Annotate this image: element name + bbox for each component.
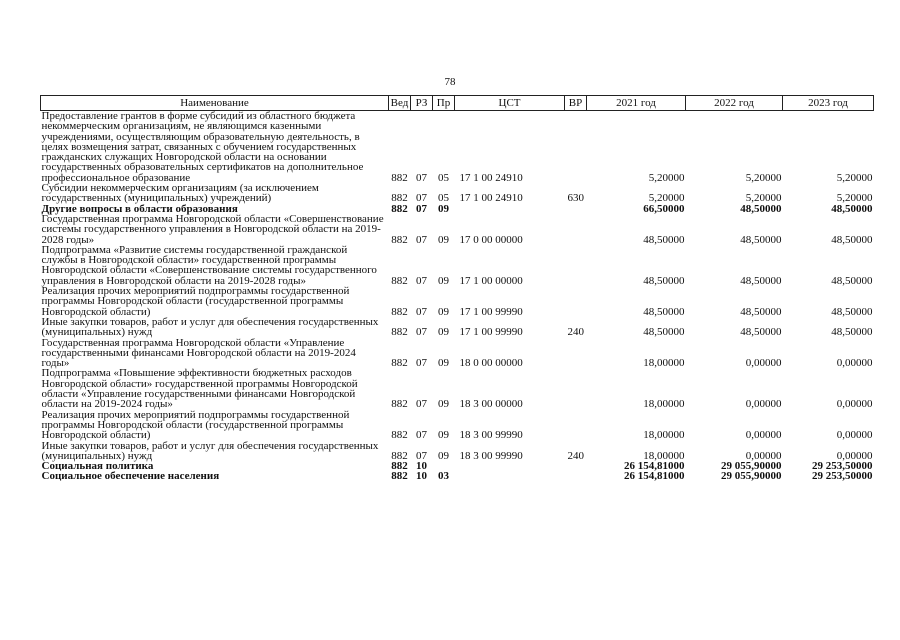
cell-2022: 0,00000 [745, 398, 782, 411]
cell-ved: 882 [391, 305, 408, 318]
cell-pr: 09 [438, 274, 449, 287]
cell-cst: 17 1 00 24910 [459, 171, 523, 184]
cell-2021: 18,00000 [643, 429, 685, 442]
cell-2023: 48,50000 [831, 326, 873, 339]
page-number: 78 [444, 76, 456, 88]
header-pr: Пр [433, 96, 455, 111]
cell-name: Социальная политика [41, 460, 154, 473]
cell-name: Иные закупки товаров, работ и услуг для обеспечения государственных (муниципальных) нужд [41, 439, 379, 462]
cell-cst: 18 0 00 00000 [459, 357, 523, 370]
cell-2023: 48,50000 [831, 233, 873, 246]
header-name: Наименование [41, 96, 389, 111]
cell-2021: 5,20000 [648, 192, 685, 205]
table-row [41, 111, 874, 184]
cell-rz: 07 [416, 192, 427, 205]
cell-2022: 0,00000 [745, 449, 782, 462]
cell-vr [565, 214, 587, 245]
cell-2021: 26 154,81000 [624, 470, 685, 483]
cell-2022: 29 055,90000 [721, 470, 782, 483]
cell-cst: 17 0 00 00000 [459, 233, 523, 246]
cell-2021: 26 154,81000 [624, 460, 685, 473]
cell-ved: 882 [391, 357, 408, 370]
cell-2021: 48,50000 [643, 274, 685, 287]
cell-cst: 18 3 00 00000 [459, 398, 523, 411]
cell-cst: 18 3 00 99990 [459, 429, 523, 442]
cell-pr: 09 [438, 326, 449, 339]
cell-name: Другие вопросы в области образования [41, 202, 238, 215]
cell-vr [565, 111, 587, 184]
cell-pr: 09 [438, 202, 449, 215]
table-row [41, 214, 874, 245]
cell-2023: 0,00000 [836, 357, 873, 370]
header-vr: ВР [565, 96, 587, 111]
cell-vr: 630 [567, 192, 584, 205]
cell-name: Государственная программа Новгородской области «Совершенствование системы государственного управления в Новгородской области на 2019-2028 годы» [41, 212, 384, 246]
cell-rz: 07 [416, 233, 427, 246]
cell-2022: 29 055,90000 [721, 460, 782, 473]
cell-cst [455, 204, 565, 214]
cell-rz: 10 [416, 460, 427, 473]
cell-pr: 05 [438, 192, 449, 205]
cell-2022: 48,50000 [740, 305, 782, 318]
budget-table [40, 95, 874, 482]
header-2023: 2023 год [783, 96, 874, 111]
cell-pr: 09 [438, 357, 449, 370]
table-row [41, 338, 874, 369]
cell-2021: 48,50000 [643, 326, 685, 339]
table-row [41, 286, 874, 317]
cell-name: Государственная программа Новгородской области «Управление государственными финансами Новгородской области на 2019-2024 годы» [41, 336, 356, 370]
cell-2023: 29 253,50000 [812, 460, 873, 473]
cell-name: Подпрограмма «Развитие системы государственной гражданской службы в Новгородской области» государственной программы Новгородской области «Совершенствование системы государственного управления в Новгородской области на 2019-2028 годы» [41, 243, 377, 287]
cell-cst [455, 461, 565, 471]
cell-pr: 09 [438, 233, 449, 246]
cell-rz: 07 [416, 357, 427, 370]
cell-2023: 0,00000 [836, 429, 873, 442]
cell-2022: 48,50000 [740, 202, 782, 215]
cell-2023: 0,00000 [836, 449, 873, 462]
header-ved: Вед [389, 96, 411, 111]
cell-vr [565, 368, 587, 409]
cell-name: Предоставление грантов в форме субсидий из областного бюджета некоммерческим организациям, не являющимся казенными учреждениями, осуществляющим образовательную деятельность, в целях возмещения затрат, связанных с обучением государственных гражданских служащих Новгородской области на основании государственных образовательных сертификатов на дополнительное профессиональное образование [41, 110, 364, 184]
cell-rz: 07 [416, 326, 427, 339]
table-row [41, 471, 874, 481]
cell-ved: 882 [391, 192, 408, 205]
cell-ved: 882 [391, 398, 408, 411]
cell-vr [565, 471, 587, 481]
cell-vr: 240 [567, 326, 584, 339]
cell-name: Реализация прочих мероприятий подпрограммы государственной программы Новгородской области (государственной программы Новгородской области) [41, 408, 350, 442]
cell-ved: 882 [391, 202, 408, 215]
table-row [41, 368, 874, 409]
cell-2023: 48,50000 [831, 202, 873, 215]
cell-2021: 5,20000 [648, 171, 685, 184]
cell-vr: 240 [567, 449, 584, 462]
cell-vr [565, 286, 587, 317]
cell-name: Социальное обеспечение населения [41, 470, 220, 483]
cell-cst: 17 1 00 00000 [459, 274, 523, 287]
cell-vr [565, 461, 587, 471]
cell-rz: 07 [416, 429, 427, 442]
cell-cst [455, 471, 565, 481]
cell-name: Иные закупки товаров, работ и услуг для обеспечения государственных (муниципальных) нужд [41, 315, 379, 339]
table-header [41, 96, 874, 111]
cell-rz: 10 [416, 470, 427, 483]
cell-2022: 5,20000 [745, 192, 782, 205]
cell-pr: 09 [438, 429, 449, 442]
cell-vr [565, 410, 587, 441]
cell-vr [565, 338, 587, 369]
table-row [41, 183, 874, 204]
cell-2022: 48,50000 [740, 233, 782, 246]
header-row [41, 96, 874, 111]
cell-name: Субсидии некоммерческим организациям (за исключением государственных (муниципальных) учреждений) [41, 182, 319, 205]
cell-2022: 48,50000 [740, 274, 782, 287]
cell-vr [565, 245, 587, 286]
cell-2022: 48,50000 [740, 326, 782, 339]
cell-ved: 882 [391, 429, 408, 442]
table-body [41, 111, 874, 482]
cell-2023: 5,20000 [836, 192, 873, 205]
cell-name: Реализация прочих мероприятий подпрограммы государственной программы Новгородской области (государственной программы Новгородской области) [41, 285, 350, 318]
cell-ved: 882 [391, 460, 408, 473]
table-row [41, 441, 874, 462]
cell-2023: 48,50000 [831, 274, 873, 287]
cell-ved: 882 [391, 326, 408, 339]
cell-2021: 18,00000 [643, 449, 685, 462]
cell-rz: 07 [416, 305, 427, 318]
cell-cst: 17 1 00 99990 [459, 326, 523, 339]
cell-2023: 29 253,50000 [812, 470, 873, 483]
cell-2022: 0,00000 [745, 357, 782, 370]
cell-rz: 07 [416, 171, 427, 184]
cell-cst: 17 1 00 24910 [459, 192, 523, 205]
cell-pr: 09 [438, 398, 449, 411]
table-row [41, 317, 874, 338]
cell-2021: 48,50000 [643, 233, 685, 246]
cell-ved: 882 [391, 233, 408, 246]
header-2021: 2021 год [587, 96, 686, 111]
cell-2022: 0,00000 [745, 429, 782, 442]
cell-rz: 07 [416, 202, 427, 215]
cell-cst: 17 1 00 99990 [459, 305, 523, 318]
cell-2023: 48,50000 [831, 305, 873, 318]
cell-2022: 5,20000 [745, 171, 782, 184]
cell-pr: 03 [438, 470, 449, 483]
cell-2023: 0,00000 [836, 398, 873, 411]
cell-2021: 18,00000 [643, 357, 685, 370]
cell-2021: 66,50000 [643, 202, 685, 215]
cell-ved: 882 [391, 171, 408, 184]
cell-pr: 09 [438, 449, 449, 462]
cell-2023: 5,20000 [836, 171, 873, 184]
cell-pr: 09 [438, 305, 449, 318]
cell-rz: 07 [416, 274, 427, 287]
cell-ved: 882 [391, 274, 408, 287]
table-row [41, 410, 874, 441]
cell-rz: 07 [416, 449, 427, 462]
table-row [41, 245, 874, 286]
cell-name: Подпрограмма «Повышение эффективности бюджетных расходов Новгородской области» государственной программы Новгородской области «Управление государственными финансами Новгородской области на 2019-2024 годы» [41, 367, 358, 411]
header-cst: ЦСТ [455, 96, 565, 111]
cell-vr [565, 204, 587, 214]
cell-ved: 882 [391, 449, 408, 462]
cell-ved: 882 [391, 470, 408, 483]
cell-2021: 48,50000 [643, 305, 685, 318]
cell-2021: 18,00000 [643, 398, 685, 411]
header-rz: РЗ [411, 96, 433, 111]
cell-pr: 05 [438, 171, 449, 184]
cell-cst: 18 3 00 99990 [459, 449, 523, 462]
cell-rz: 07 [416, 398, 427, 411]
header-2022: 2022 год [686, 96, 783, 111]
